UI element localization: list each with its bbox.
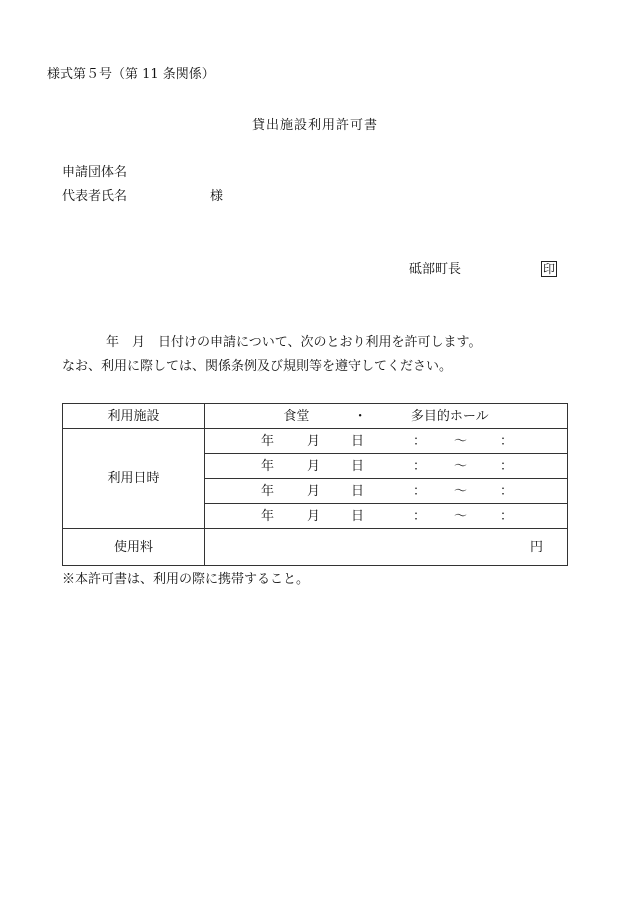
month-mark: 月 xyxy=(307,459,321,474)
time-colon: ： xyxy=(413,434,427,449)
tilde: 〜 xyxy=(454,459,468,474)
representative-label: 代表者氏名 xyxy=(62,189,128,204)
year-mark: 年 xyxy=(261,484,275,499)
fee-row xyxy=(63,529,568,566)
facility-separator: ・ xyxy=(353,408,367,424)
seal-box: 印 xyxy=(543,262,556,276)
applicant-org-label: 申請団体名 xyxy=(62,165,128,180)
year-mark: 年 xyxy=(261,459,275,474)
time-colon: ： xyxy=(500,509,514,524)
body-line-2: なお、利用に際しては、関係条例及び規則等を遵守してください。 xyxy=(62,359,453,374)
honorific: 様 xyxy=(210,189,224,204)
year-mark: 年 xyxy=(261,434,275,449)
time-colon: ： xyxy=(413,484,427,499)
document-title: 貸出施設利用許可書 xyxy=(251,118,378,133)
day-mark: 日 xyxy=(351,459,365,474)
fee-label: 使用料 xyxy=(63,529,205,566)
month-mark: 月 xyxy=(307,509,321,524)
issuer-title: 砥部町長 xyxy=(409,262,462,277)
form-number: 様式第５号（第 11 条関係） xyxy=(47,67,215,82)
time-colon: ： xyxy=(500,459,514,474)
facility-label: 利用施設 xyxy=(63,404,205,429)
facility-row xyxy=(63,404,568,429)
date-entry xyxy=(205,429,568,454)
date-row xyxy=(63,429,568,454)
date-entry xyxy=(205,504,568,529)
date-entry xyxy=(205,479,568,504)
time-colon: ： xyxy=(413,509,427,524)
time-colon: ： xyxy=(413,459,427,474)
month-mark: 月 xyxy=(307,484,321,499)
datetime-label: 利用日時 xyxy=(63,429,205,529)
fee-unit: 円 xyxy=(205,529,568,566)
facility-option-hall: 多目的ホール xyxy=(410,408,489,424)
footnote: ※本許可書は、利用の際に携帯すること。 xyxy=(62,572,310,587)
day-mark: 日 xyxy=(351,484,365,499)
year-mark: 年 xyxy=(261,509,275,524)
tilde: 〜 xyxy=(454,484,468,499)
tilde: 〜 xyxy=(454,509,468,524)
month-mark: 月 xyxy=(307,434,321,449)
facility-option-dining: 食堂 xyxy=(283,408,310,424)
date-entry xyxy=(205,454,568,479)
time-colon: ： xyxy=(500,484,514,499)
time-colon: ： xyxy=(500,434,514,449)
permit-table xyxy=(62,403,568,566)
body-line-1: 年 月 日付けの申請について、次のとおり利用を許可します。 xyxy=(106,335,482,350)
facility-value xyxy=(205,404,568,429)
day-mark: 日 xyxy=(351,509,365,524)
day-mark: 日 xyxy=(351,434,365,449)
tilde: 〜 xyxy=(454,434,468,449)
